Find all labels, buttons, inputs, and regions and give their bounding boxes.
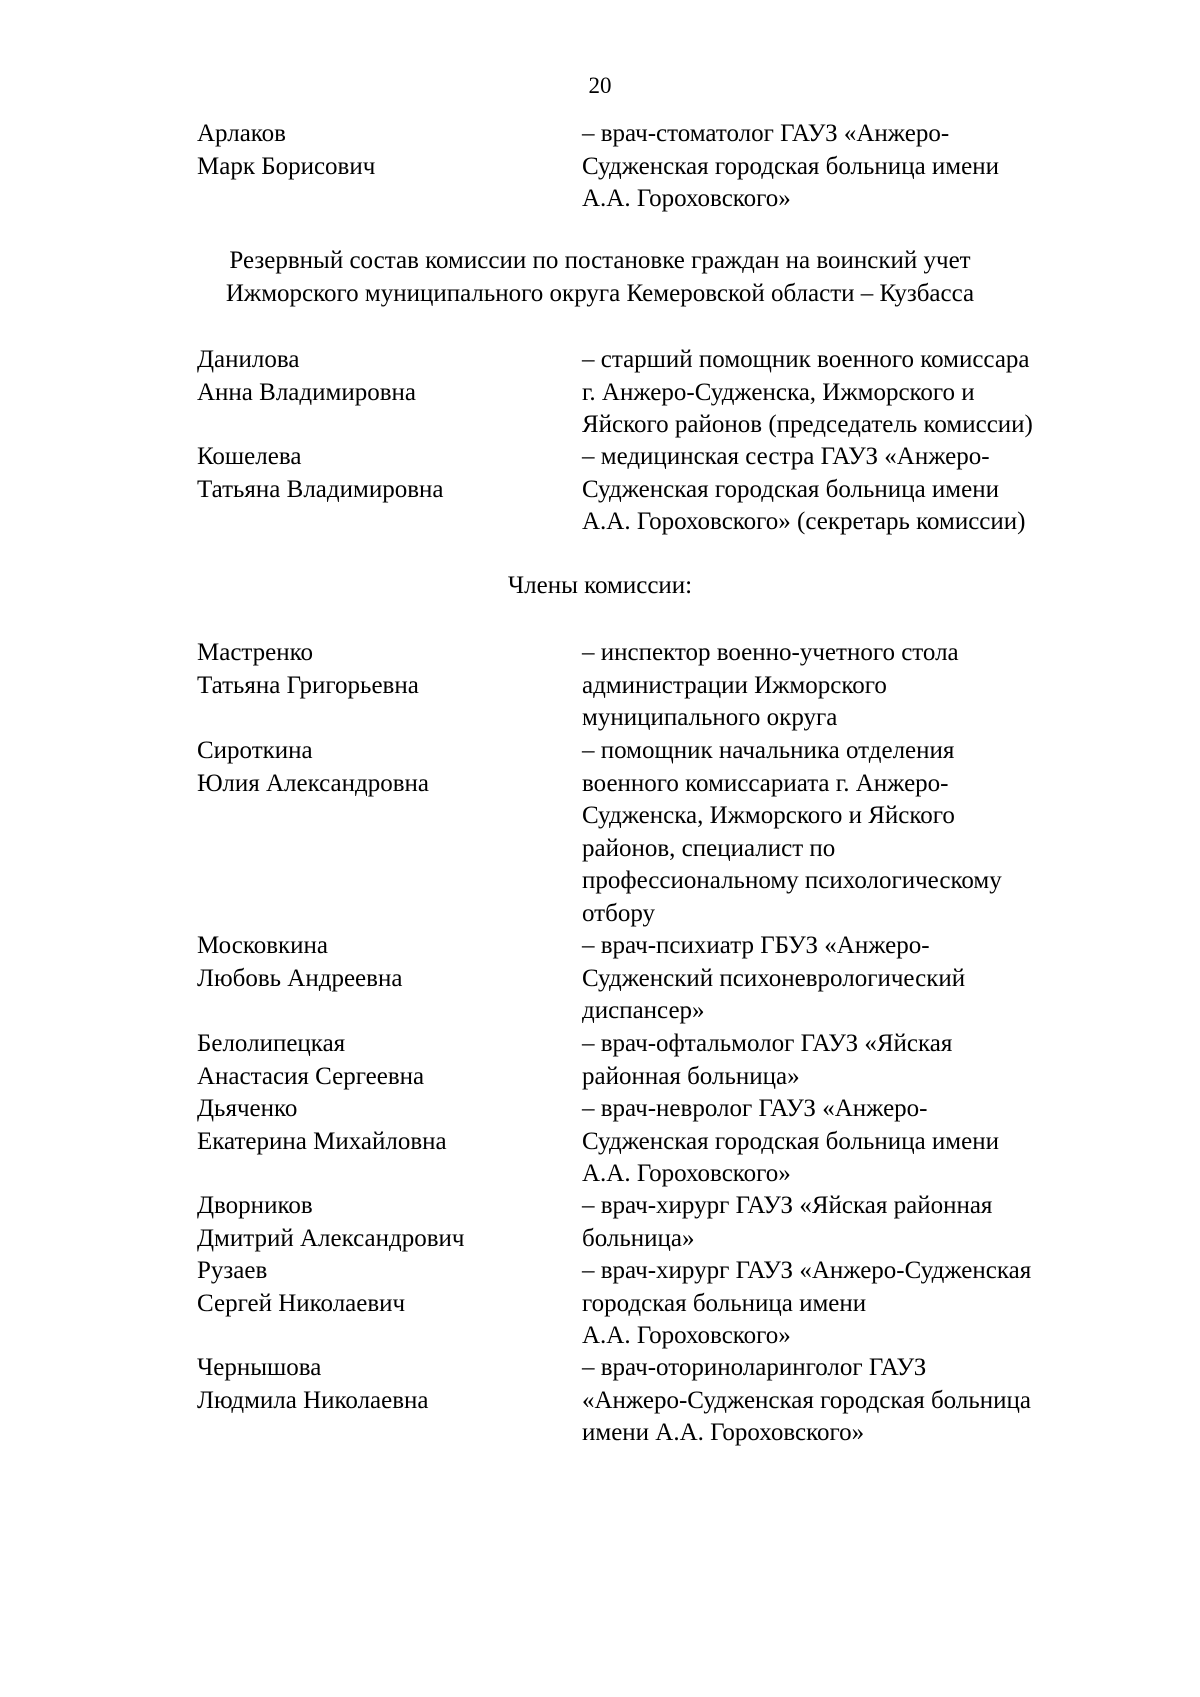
name-line: Белолипецкая: [197, 1030, 346, 1057]
role-line: – врач-стоматолог ГАУЗ «Анжеро-: [582, 120, 950, 147]
member-name: [197, 1093, 577, 1158]
member-role: [582, 1352, 1122, 1450]
role-line: – медицинская сестра ГАУЗ «Анжеро-: [582, 443, 990, 470]
role-line: городская больница имени: [582, 1289, 867, 1317]
member-name: [197, 1255, 577, 1320]
name-line: Татьяна Григорьевна: [197, 671, 419, 699]
name-line: Дьяченко: [197, 1095, 298, 1122]
role-line: Судженска, Ижморского и Яйского: [582, 802, 955, 829]
role-line: военного комиссариата г. Анжеро-: [582, 769, 949, 797]
role-line: А.А. Гороховского»: [582, 1160, 791, 1187]
role-line: отбору: [582, 899, 655, 927]
role-line: профессиональному психологическому: [582, 867, 1002, 894]
member-role: [582, 637, 1122, 735]
reserve-heading: [0, 245, 1200, 310]
name-line: Людмила Николаевна: [197, 1386, 429, 1414]
role-line: Яйского районов (председатель комиссии): [582, 411, 1033, 438]
page-number: 20: [588, 73, 612, 98]
role-line: Судженский психоневрологический: [582, 964, 966, 992]
role-line: диспансер»: [582, 997, 705, 1024]
heading-line: Ижморского муниципального округа Кемеровской области – Кузбасса: [225, 279, 975, 307]
role-line: – инспектор военно-учетного стола: [582, 639, 959, 666]
role-line: – старший помощник военного комиссара: [582, 346, 1030, 373]
role-line: Судженская городская больница имени: [582, 152, 999, 180]
role-line: имени А.А. Гороховского»: [582, 1419, 865, 1446]
role-line: Судженская городская больница имени: [582, 1127, 999, 1155]
role-line: районов, специалист по: [582, 834, 836, 862]
member-role: [582, 735, 1122, 930]
role-line: «Анжеро-Судженская городская больница: [582, 1386, 1031, 1414]
role-line: Судженская городская больница имени: [582, 475, 999, 503]
name-line: Чернышова: [197, 1354, 322, 1381]
role-line: больница»: [582, 1224, 695, 1252]
name-line: Рузаев: [197, 1257, 268, 1284]
member-name: [197, 1028, 577, 1093]
role-line: администрации Ижморского: [582, 671, 887, 699]
name-line: Данилова: [197, 346, 300, 373]
member-role: [582, 930, 1122, 1028]
member-role: [582, 1255, 1122, 1353]
member-name: [197, 118, 577, 183]
member-name: [197, 735, 577, 800]
member-name: [197, 1352, 577, 1417]
role-line: А.А. Гороховского»: [582, 1322, 791, 1349]
member-role: [582, 1093, 1122, 1191]
heading-line: Резервный состав комиссии по постановке граждан на воинский учет: [229, 247, 971, 274]
role-line: – врач-оториноларинголог ГАУЗ: [582, 1354, 927, 1381]
heading-line: Члены комиссии:: [507, 572, 693, 599]
members-heading: [0, 570, 1200, 603]
name-line: Екатерина Михайловна: [197, 1127, 447, 1155]
name-line: Дворников: [197, 1192, 313, 1219]
role-line: районная больница»: [582, 1062, 800, 1090]
name-line: Арлаков: [197, 120, 286, 147]
member-role: [582, 441, 1122, 539]
member-name: [197, 930, 577, 995]
member-role: [582, 118, 1122, 216]
name-line: Мастренко: [197, 639, 314, 666]
role-line: – помощник начальника отделения: [582, 737, 955, 764]
name-line: Дмитрий Александрович: [197, 1224, 465, 1252]
role-line: муниципального округа: [582, 704, 838, 731]
name-line: Московкина: [197, 932, 329, 959]
role-line: А.А. Гороховского» (секретарь комиссии): [582, 508, 1026, 535]
member-name: [197, 637, 577, 702]
member-name: [197, 441, 577, 506]
name-line: Любовь Андреевна: [197, 964, 403, 992]
role-line: – врач-офтальмолог ГАУЗ «Яйская: [582, 1030, 953, 1057]
role-line: г. Анжеро-Судженска, Ижморского и: [582, 378, 975, 406]
name-line: Сергей Николаевич: [197, 1289, 406, 1317]
name-line: Кошелева: [197, 443, 302, 470]
role-line: – врач-психиатр ГБУЗ «Анжеро-: [582, 932, 930, 959]
name-line: Анна Владимировна: [197, 378, 416, 406]
name-line: Сироткина: [197, 737, 313, 764]
name-line: Марк Борисович: [197, 152, 376, 180]
role-line: – врач-хирург ГАУЗ «Анжеро-Судженская: [582, 1257, 1032, 1284]
member-role: [582, 1028, 1122, 1093]
member-role: [582, 344, 1122, 442]
role-line: А.А. Гороховского»: [582, 185, 791, 212]
role-line: – врач-невролог ГАУЗ «Анжеро-: [582, 1095, 928, 1122]
name-line: Татьяна Владимировна: [197, 475, 444, 503]
member-name: [197, 344, 577, 409]
role-line: – врач-хирург ГАУЗ «Яйская районная: [582, 1192, 993, 1219]
member-name: [197, 1190, 577, 1255]
name-line: Юлия Александровна: [197, 769, 429, 797]
name-line: Анастасия Сергеевна: [197, 1062, 425, 1090]
member-role: [582, 1190, 1122, 1255]
